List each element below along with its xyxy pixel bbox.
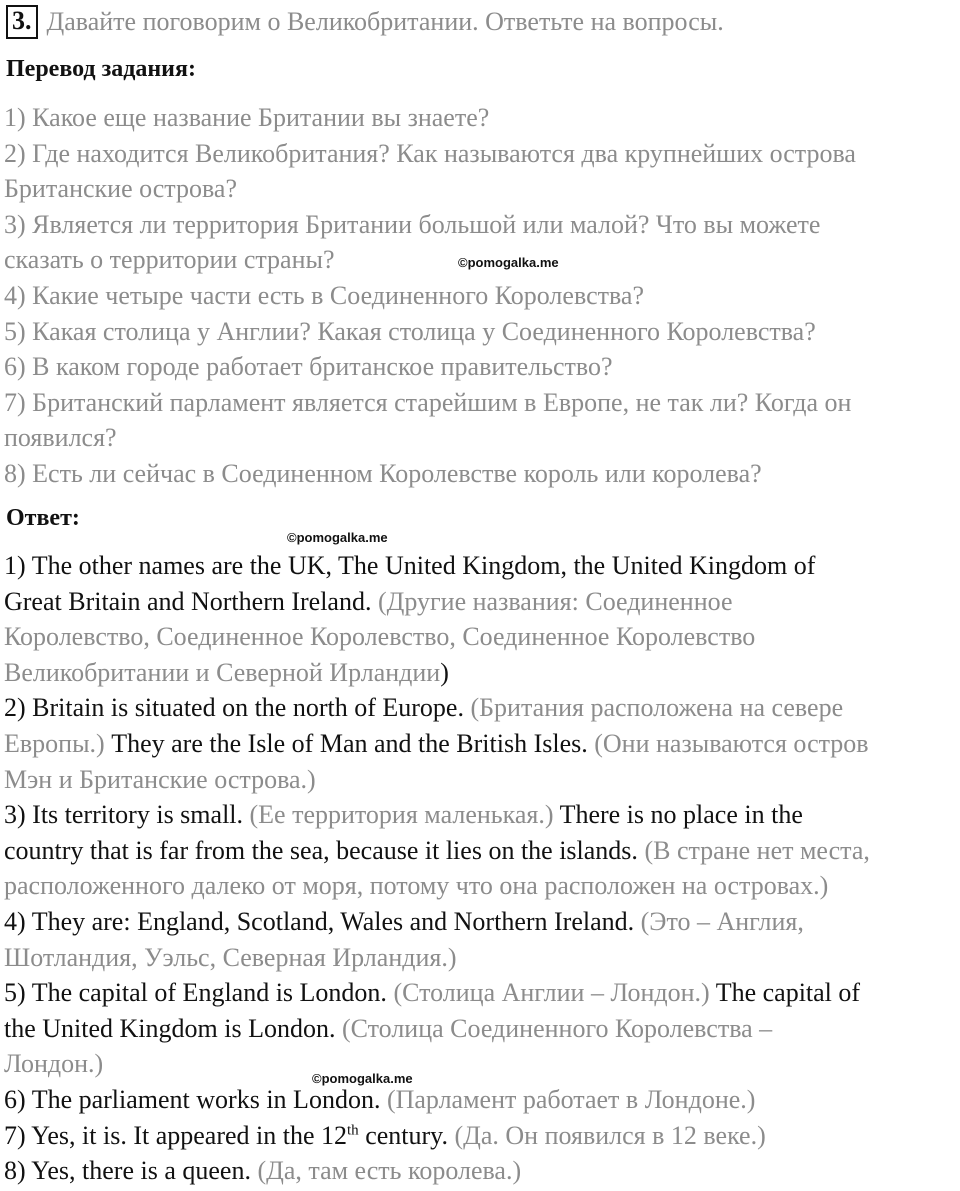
- watermark: ©pomogalka.me: [312, 1071, 413, 1086]
- answer-en: country that is far from the sea, because it lies on the islands.: [4, 835, 638, 865]
- answer-ru: (Столица Англии – Лондон.): [393, 978, 710, 1008]
- answer-ru: расположенного далеко от моря, потому что она расположен на островах.): [4, 871, 829, 901]
- answer-heading: Ответ:: [6, 505, 80, 531]
- answer-line: [4, 726, 959, 762]
- answer-line: [4, 975, 959, 1011]
- answer-en: century.: [365, 1120, 448, 1150]
- answer-ru: (Британия расположена на севере: [470, 693, 844, 723]
- translation-heading: Перевод задания:: [6, 56, 196, 82]
- answer-en: the United Kingdom is London.: [4, 1013, 336, 1043]
- answer-line: [4, 619, 959, 655]
- answers-list: [4, 548, 959, 1189]
- answer-en: Great Britain and Northern Ireland.: [4, 586, 372, 616]
- answer-en: There is no place in the: [559, 800, 803, 830]
- answer-ru: (Ее территория маленькая.): [249, 800, 554, 830]
- question-line: 8) Есть ли сейчас в Соединенном Королевстве король или королева?: [4, 458, 762, 488]
- answer-en: ): [440, 657, 449, 687]
- answer-en: 8) Yes, there is a queen.: [4, 1156, 251, 1186]
- ordinal-superscript: th: [347, 1121, 359, 1138]
- answer-en: 4) They are: England, Scotland, Wales and Northern Ireland.: [4, 906, 635, 936]
- answer-line: [4, 1046, 959, 1082]
- answer-ru: (Столица Соединенного Королевства –: [341, 1013, 773, 1043]
- answer-ru: (Другие названия: Соединенное: [377, 586, 733, 616]
- answer-en: 6) The parliament works in London.: [4, 1084, 381, 1114]
- answer-ru: (Это – Англия,: [640, 906, 804, 936]
- watermark: ©pomogalka.me: [458, 255, 559, 270]
- answer-ru: Европы.): [4, 728, 105, 758]
- answer-line: [4, 1153, 959, 1189]
- answer-en: The capital of: [715, 978, 861, 1008]
- answer-ru: Шотландия, Уэльс, Северная Ирландия.): [4, 942, 457, 972]
- answer-line: [4, 690, 959, 726]
- question-line: 5) Какая столица у Англии? Какая столица у Соединенного Королевства?: [4, 316, 816, 346]
- answer-en: They are the Isle of Man and the British Isles.: [111, 728, 588, 758]
- question-line: Британские острова?: [4, 174, 237, 204]
- answer-en: 5) The capital of England is London.: [4, 978, 387, 1008]
- question-line: 6) В каком городе работает британское правительство?: [4, 352, 613, 382]
- answer-line: [4, 1011, 959, 1047]
- question-line: 3) Является ли территория Британии большой или малой? Что вы можете: [4, 209, 821, 239]
- watermark: ©pomogalka.me: [287, 530, 388, 545]
- answer-ru: (Да. Он появился в 12 веке.): [454, 1120, 766, 1150]
- answer-ru: Королевство, Соединенное Королевство, Соединенное Королевство: [4, 622, 756, 652]
- answer-ru: Лондон.): [4, 1049, 104, 1079]
- question-line: 7) Британский парламент является старейшим в Европе, не так ли? Когда он: [4, 387, 852, 417]
- answer-line: [4, 1118, 959, 1154]
- answer-ru: (Да, там есть королева.): [257, 1156, 522, 1186]
- question-line: сказать о территории страны?: [4, 245, 335, 275]
- question-line: 1) Какое еще название Британии вы знаете?: [4, 103, 490, 132]
- answer-en: 3) Its territory is small.: [4, 800, 244, 830]
- answer-ru: Мэн и Британские острова.): [4, 764, 316, 794]
- answer-ru: Великобритании и Северной Ирландии: [4, 657, 441, 687]
- answer-ru: (В стране нет места,: [644, 835, 870, 865]
- answer-line: [4, 762, 959, 798]
- answer-line: [4, 904, 959, 940]
- answer-en: 1) The other names are the UK, The United Kingdom, the United Kingdom of: [4, 551, 816, 580]
- answer-line: [4, 797, 959, 833]
- answer-line: [4, 1082, 959, 1118]
- answer-ru: (Они называются остров: [594, 728, 869, 758]
- question-line: 4) Какие четыре части есть в Соединенного Королевства?: [4, 280, 644, 310]
- answer-line: [4, 655, 959, 691]
- answer-line: [4, 584, 959, 620]
- answer-line: [4, 940, 959, 976]
- question-line: появился?: [4, 423, 117, 453]
- answer-line: [4, 868, 959, 904]
- questions-list: [4, 100, 954, 492]
- question-line: 2) Где находится Великобритания? Как называются два крупнейших острова: [4, 138, 856, 168]
- answer-en: 2) Britain is situated on the north of Europe.: [4, 693, 464, 723]
- task-number: 3.: [6, 5, 38, 39]
- answer-line: [4, 548, 959, 584]
- answer-en: 7) Yes, it is. It appeared in the 12: [4, 1120, 348, 1150]
- task-header: [6, 4, 724, 40]
- answer-line: [4, 833, 959, 869]
- answer-ru: (Парламент работает в Лондоне.): [386, 1084, 756, 1114]
- task-text: Давайте поговорим о Великобритании. Ответьте на вопросы.: [46, 7, 724, 36]
